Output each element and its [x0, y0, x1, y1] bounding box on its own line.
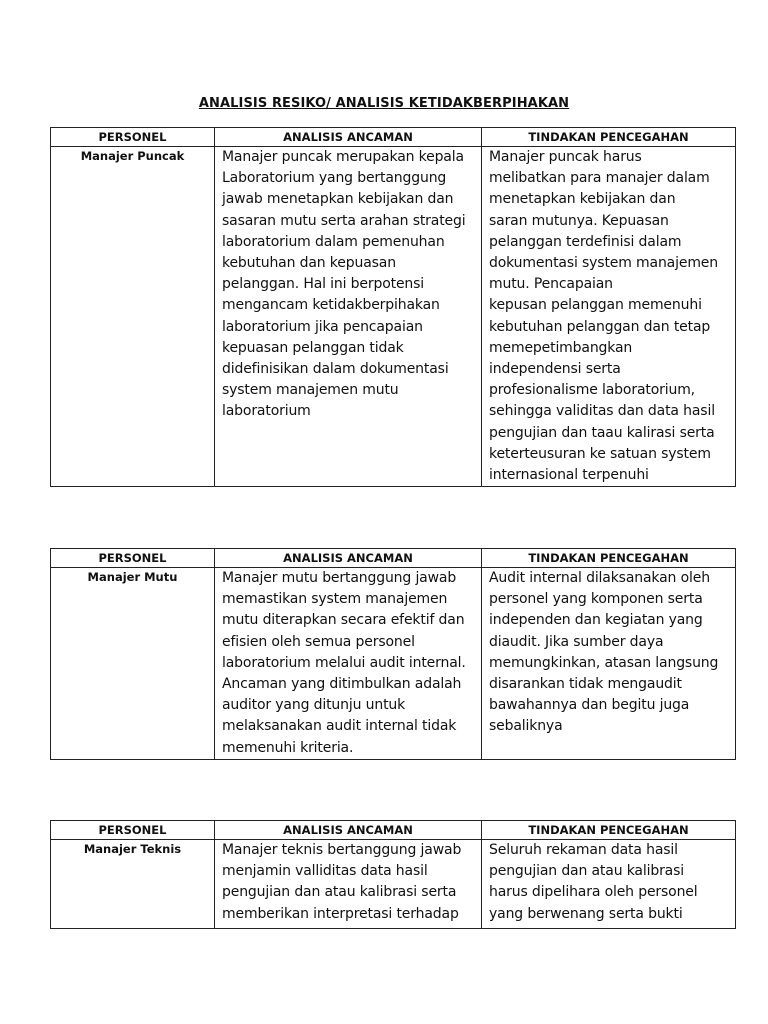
text-line: yang berwenang serta bukti [489, 905, 683, 922]
text-line: personel yang komponen serta [489, 591, 703, 608]
text-line: pengujian dan atau kalibrasi serta [222, 884, 457, 901]
text-line: harus dipelihara oleh personel [489, 884, 698, 901]
text-line: diaudit. Jika sumber daya [489, 633, 664, 650]
text-line: independen dan kegiatan yang [489, 612, 703, 629]
text-line: Manajer mutu bertanggung jawab [222, 570, 457, 586]
text-line: Manajer puncak harus [489, 149, 642, 165]
personel-cell: Manajer Teknis [51, 840, 215, 929]
text-line: Ancaman yang ditimbulkan adalah [222, 676, 462, 693]
text-line: laboratorium [222, 403, 311, 420]
personel-cell: Manajer Mutu [51, 568, 215, 760]
text-line: auditor yang ditunju untuk [222, 697, 406, 714]
text-line: didefinisikan dalam dokumentasi [222, 361, 449, 378]
text-line: kebutuhan dan kepuasan [222, 255, 396, 272]
text-line: system manajemen mutu [222, 382, 399, 399]
table-header-row [51, 128, 736, 147]
table-header-row [51, 821, 736, 840]
text-line: kepusan pelanggan memenuhi [489, 297, 702, 314]
ancaman-cell [215, 840, 482, 929]
pencegahan-cell [482, 147, 736, 487]
text-line: pengujian dan atau kalibrasi [489, 863, 684, 880]
header-analisis-ancaman: ANALISIS ANCAMAN [215, 821, 482, 840]
table-header-row [51, 549, 736, 568]
text-line: menetapkan kebijakan dan [489, 191, 676, 208]
ancaman-cell [215, 147, 482, 487]
text-line: memberikan interpretasi terhadap [222, 905, 459, 922]
text-line: menjamin valliditas data hasil [222, 863, 428, 880]
header-analisis-ancaman: ANALISIS ANCAMAN [215, 549, 482, 568]
text-line: mutu. Pencapaian [489, 276, 613, 293]
text-line: internasional terpenuhi [489, 467, 649, 484]
pencegahan-cell [482, 840, 736, 929]
header-tindakan-pencegahan: TINDAKAN PENCEGAHAN [482, 821, 736, 840]
text-line: mutu diterapkan secara efektif dan [222, 612, 465, 629]
text-line: Seluruh rekaman data hasil [489, 842, 678, 858]
text-line: laboratorium melalui audit internal. [222, 654, 466, 671]
personel-cell: Manajer Puncak [51, 147, 215, 487]
header-personel: PERSONEL [51, 128, 215, 147]
text-line: pelanggan. Hal ini berpotensi [222, 276, 425, 293]
table-row [51, 568, 736, 760]
text-line: memastikan system manajemen [222, 591, 448, 608]
risk-table-2 [50, 548, 736, 760]
text-line: profesionalisme laboratorium, [489, 382, 695, 399]
pencegahan-cell [482, 568, 736, 760]
text-line: efisien oleh semua personel [222, 633, 415, 650]
text-line: sasaran mutu serta arahan strategi [222, 212, 466, 229]
text-line: memenuhi kriteria. [222, 739, 354, 756]
header-analisis-ancaman: ANALISIS ANCAMAN [215, 128, 482, 147]
text-line: independensi serta [489, 361, 621, 378]
text-line: kebutuhan pelanggan dan tetap [489, 318, 711, 335]
text-line: bawahannya dan begitu juga [489, 697, 690, 714]
text-line: disarankan tidak mengaudit [489, 676, 682, 693]
text-line: jawab menetapkan kebijakan dan [222, 191, 454, 208]
table-row [51, 147, 736, 487]
text-line: keterteusuran ke satuan system [489, 445, 711, 462]
risk-table-3 [50, 820, 736, 929]
header-personel: PERSONEL [51, 549, 215, 568]
text-line: mengancam ketidakberpihakan [222, 297, 440, 314]
text-line: kepuasan pelanggan tidak [222, 339, 404, 356]
header-personel: PERSONEL [51, 821, 215, 840]
text-line: laboratorium dalam pemenuhan [222, 233, 445, 250]
text-line: Laboratorium yang bertanggung [222, 170, 447, 187]
risk-table-1 [50, 127, 736, 487]
text-line: memungkinkan, atasan langsung [489, 654, 719, 671]
text-line: melaksanakan audit internal tidak [222, 718, 457, 735]
text-line: Manajer teknis bertanggung jawab [222, 842, 462, 858]
header-tindakan-pencegahan: TINDAKAN PENCEGAHAN [482, 549, 736, 568]
text-line: pengujian dan taau kalirasi serta [489, 424, 715, 441]
text-line: Audit internal dilaksanakan oleh [489, 570, 710, 586]
document-title: ANALISIS RESIKO/ ANALISIS KETIDAKBERPIHAKAN [198, 96, 570, 111]
text-line: dokumentasi system manajemen [489, 255, 718, 272]
text-line: melibatkan para manajer dalam [489, 170, 710, 187]
text-line: laboratorium jika pencapaian [222, 318, 423, 335]
text-line: sebaliknya [489, 718, 563, 735]
text-line: pelanggan terdefinisi dalam [489, 233, 682, 250]
table-row [51, 840, 736, 929]
header-tindakan-pencegahan: TINDAKAN PENCEGAHAN [482, 128, 736, 147]
text-line: Manajer puncak merupakan kepala [222, 149, 464, 165]
text-line: sehingga validitas dan data hasil [489, 403, 715, 420]
text-line: saran mutunya. Kepuasan [489, 212, 669, 229]
text-line: memepetimbangkan [489, 339, 633, 356]
ancaman-cell [215, 568, 482, 760]
